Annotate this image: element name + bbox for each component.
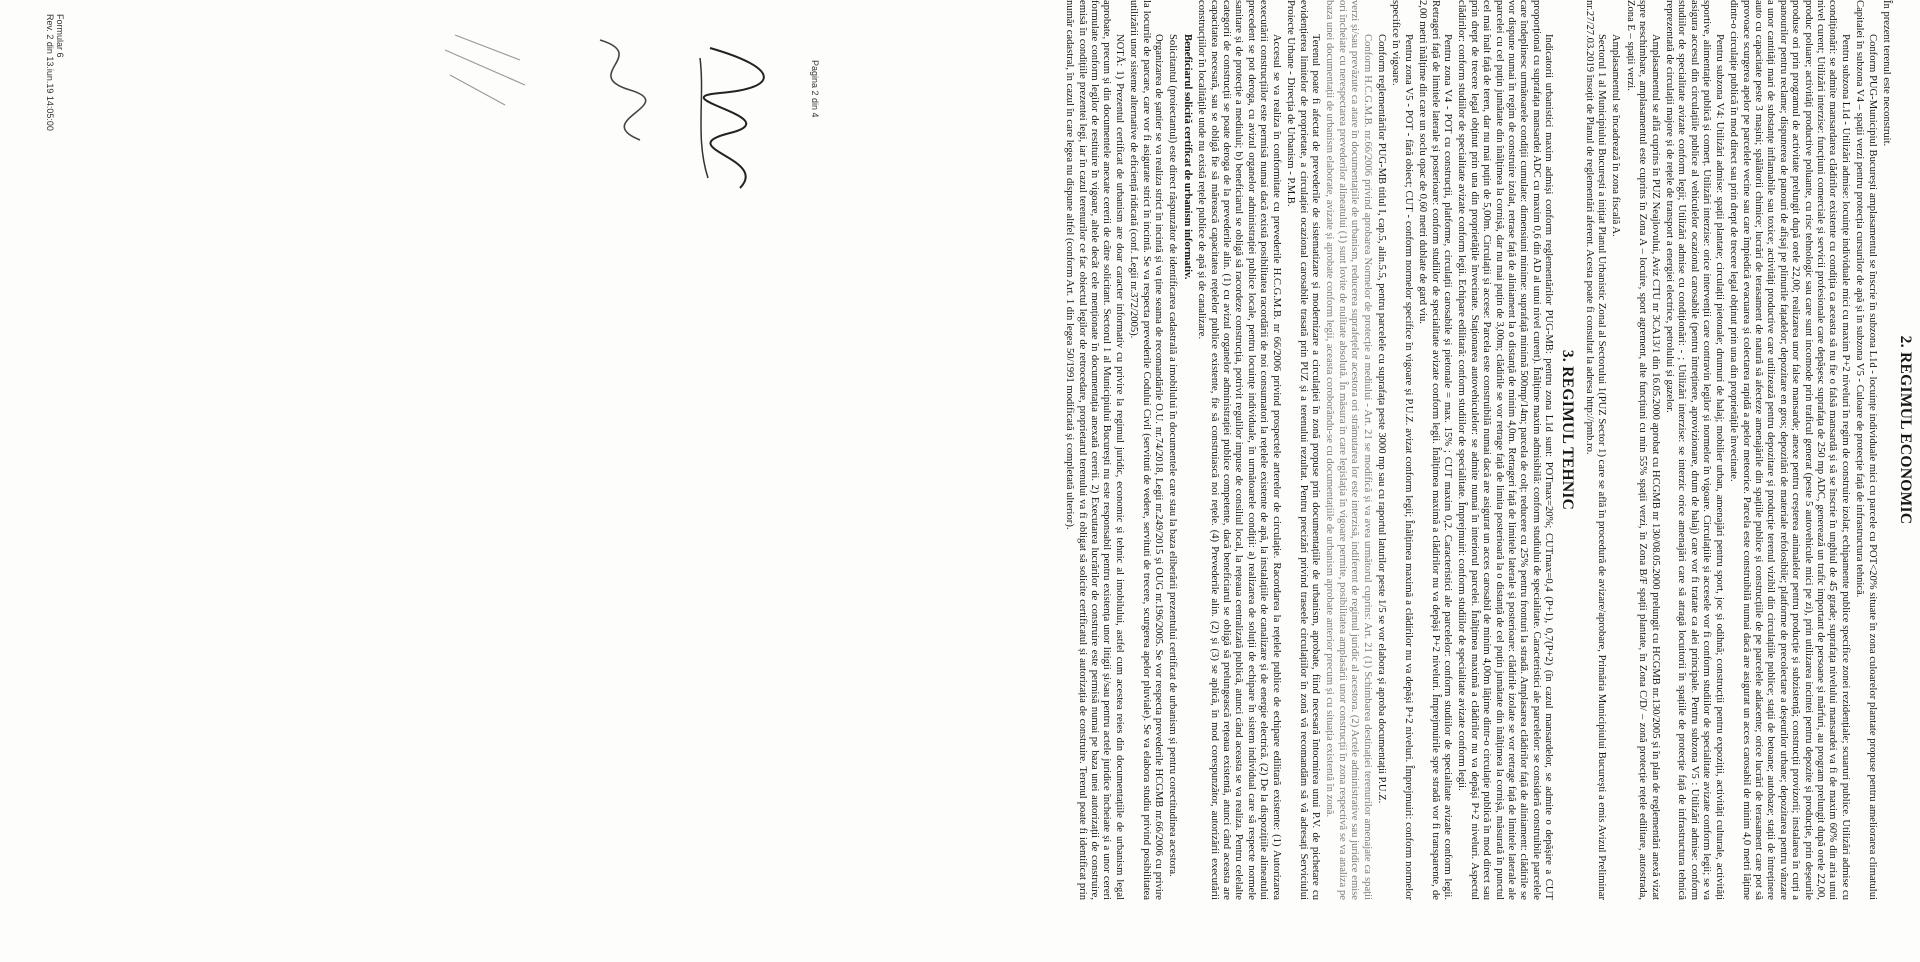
- page-number-wrap: [810, 60, 820, 118]
- section-3-title: 3. REGIMUL TEHNIC: [1559, 349, 1577, 511]
- handwritten-signature-icon: [680, 38, 800, 198]
- note-paragraph: NOTĂ: 1) Prezentul certificat de urbanism are doar caracter informativ cu privire la regimul juridic, economic și tehnic al imobilului, astfel cum acestea reies din documentațiile de urbanism legal aprobate, precum și din documentele anexate cererii de către solicitant. Sectorul 1 al Municipiului București nu este responsabil pentru existența unor litigii și/sau pentru actele juridice încheiate și a unor cereri formulate conform legilor de restituire în vigoare, altele decât cele menționate în documentația anexată cererii. 2) Executarea lucrărilor de construire este permisă numai pe baza unei autorizații de construire, emisă în condițiile prezentei legi, iar în cazul terenurilor ce fac obiectul legilor de retrocedare, proprietarul terenului va fi obligat să solicite certificatul și autorizația de construire. Terenul poate fi identificat prin număr cadastral, în cazul în care legea nu dispune altfel (conform Art. 1 din legea 50/1991 modificată și completată ulterior).: [1064, 0, 1125, 900]
- paragraph: Indicatorii urbanistici maxim admiși conform reglementărilor PUG-MB: pentru zona L1d sunt: POTmax=20%; CUTmax=0,4 (P+1), 0,7(P+2) (în cazul mansardelor, se admite o depășire a CUT proporțional cu suprafața mansardei ADC cu maxim 0,6 din AD al unui nivel curent). Înălțime maxim admisibilă: conform studiului de specialitate. Caracteristici ale parcelelor: se consideră construibile parcelele care îndeplinesc următoarele condiții cumulate: dimensiuni minime: suprafață minimă 500mp/14m; parcela de colț: reducere cu 25% pentru fronturi la stradă. Amplasarea clădirilor față de aliniament: clădirile se vor dispune numai în regim de construire izolat, retrase față de aliniament la o distanță de minim 4,0m. Retrageri față de limitele laterale și posterioare: clădirile izolate se vor retrage față de limitele laterale ale parcelei cu cel puțin jumătate din înălțimea la cornișă, dar nu mai puțin de 3,00m; clădirile se vor retrage față de limita posterioară la o distanță de cel puțin jumătate din înălțimea la cornișă, măsurată în punctul cel mai înalt față de teren, dar nu mai puțin de 5,00m. Circulații și accese: Parcela este construibilă numai dacă are asigurat un acces carosabil de minim 4,00m lățime dintr-o circulație publică în mod direct sau prin drept de trecere legal obținut prin una din proprietățile învecinate. Staționarea autovehiculelor: se admite numai în interiorul parcelei. Înălțimea maximă a clădirilor nu va depăși P+2 niveluri. Aspectul clădirilor: conform studiilor de specialitate avizate conform legii. Echipare edilitară: conform studiilor de specialitate. Împrejmuiri: conform studiilor de specialitate avizate conform legii.: [1456, 0, 1555, 900]
- paragraph: Conform H.C.G.M.B. nr.66/2006 privind aprobarea Normelor de protecție a mediului - Art. 21 se modifică și va avea următorul cuprins: Art. 21 (1) Schimbarea destinației terenurilor amenajate ca spații verzi și/sau prevăzute ca atare în documentațiile de urbanism, reducerea suprafețelor acestora ori strămutarea lor este interzisă, indiferent de regimul juridic al acestora. (2) Actele administrative sau juridice emise ori încheiate cu nerespectarea prevederilor alineatului (1) sunt lovite de nulitate absolută. În măsura în care legislația în vigoare permite, posibilitatea amplasării unor construcții în zona respectivă se va analiza pe baza unei documentații de urbanism elaborate, avizate și aprobate conform legii, aceasta coroborându-se cu documentațiile de urbanism aprobate anterior precum și cu situația existentă în zonă.: [1324, 0, 1373, 900]
- page-number: Pagina 2 din 4: [810, 60, 820, 118]
- paragraph: Sectorul 1 al Municipiului București a inițiat Planul Urbanistic Zonal al Sectorului 1(PUZ Sector 1) care se află în procedură de avizare/aprobare, Primăria Municipiului București a emis Avizul Preliminar nr.27/27.03.2019 însoțit de Planul de reglementări aferent. Acesta poate fi consultat la adresa http://pmb.ro.: [1583, 0, 1608, 900]
- paragraph: Solicitantul (proiectantul) este direct răspunzător de identificarea cadastrală a imobilului în documentele care stau la baza eliberării prezentului certificat de urbanism și pentru corectitudinea acestora.: [1167, 34, 1179, 877]
- paragraph: Amplasamentul se află cuprins în PUZ Neajlovului, Aviz CTU nr 3CA13/1 din 16.05.2000 aprobat cu HCGMB nr 130/08.05.2000 prelungit cu HCGMB nr.130/2005 și în plan de reglementări anexă vizat spre neschimbare, amplasamentul este cuprins în Zona A – locuire, sport agrement, alte funcțiuni cu min 55% spații verzi, în Zona B/F spații plantate, în Zona C/D/ – zonă protecție rețele edilitare, autostrada, Zona E – spații verzi.: [1624, 0, 1661, 900]
- paragraph: Pentru zona V5 - POT - fără obiect; CUT - conform normelor specifice în vigoare și P.U.Z. avizat conform legii; Înălțimea maximă a clădirilor nu va depăși P+2 niveluri. Împrejmuiri: conform normelor specifice în vigoare.: [1390, 0, 1414, 900]
- footer-form: Formular 6: [55, 14, 65, 58]
- section-regim-tehnic: [1127, 0, 1576, 922]
- second-signature-icon: [570, 30, 660, 150]
- paragraph: Pentru subzona L1d - Utilizări admise: locuințe individuale mici cu maxim P+2 niveluri în regim de construire izolat; echipamente publice specifice zonei rezidențiale; scuaruri publice. Utilizări admise cu condiționări: se admite mansardarea clădirilor existente cu condiția ca aceasta să nu fie o falsă mansardă și să se înscrie în unghiul de 45 grade; suprafața nivelului mansardei va fi de maxim 60% din aria unui nivel curent; Utilizări interzise: funcțiuni comerciale și servicii profesionale care depășesc suprafața de 250 mp ADC, generează un trafic important de persoane și mărfuri, au program prelungit după orele 22,00, produc poluare; activități productive poluante, cu risc tehnologic sau care sunt incomode prin traficul generat (peste 5 autovehicule mici pe zi), prin utilizarea incintei pentru depozite și producție, prin deșeurile produse ori prin programul de activitate prelungit după orele 22,00; realizarea unor false mansarde; anexe pentru creșterea animalelor pentru producție și subzistență; construcții provizorii; instalarea în curți a panourilor pentru reclame; dispunerea de panouri de afișaj pe plinurile fațadelor; depozitare en gros; depozitări de materiale refolosibile; platforme de precolectare a deșeurilor urbane; depozitarea pentru vânzare a unor cantități mari de substanțe inflamabile sau toxice; activități productive care utilizează pentru depozitare și producție terenul vizibil din circulațiile publice; stații de betoane; autobaze; stații de întreținere auto cu capacitate peste 3 mașini; spălătorii chimice; lucrări de terasament de natură să afecteze amenajările din spațiile publice și construcțiile de pe parcelele adiacente; orice lucrări de terasament care pot să provoace scurgerea apelor pe parcelele vecine sau care împiedică evacuarea și colectarea rapidă a apelor meteorice. Parcela este construibilă numai dacă are asigurat un acces carosabil de minim 4,0 metri lățime dintr-o circulație publică în mod direct sau prin drept de trecere legal obținut prin una din proprietățile învecinate.: [1728, 0, 1851, 900]
- paragraph: Conform PUG-Municipiul București amplasamentul se înscrie în subzona L1d - locuințe individuale mici cu parcele cu POT<20% situate în zona culoarelor plantate propuse pentru ameliorarea climatului Capitalei în subzona V4 – spații verzi pentru protecția cursurilor de apă și în subzona V5 - Culoare de protecție față de infrastructura tehnică.: [1854, 0, 1878, 900]
- footer-form-info: [45, 14, 65, 131]
- paragraph: Pentru subzona V4: Utilizări admise: spații plantate; circulații pietonale; drumuri de halaj; mobilier urban, amenajări pentru sport, joc și odihnă; construcții pentru expoziții, activități culturale, activități sportive, alimentație publică și comerț. Utilizări interzise: orice intervenții care contravin legilor și normelor în vigoare. Circulațiile și accesele vor fi conform studiilor de specialitate avizate conform legii; se va asigura accesul din circulațiile publice al vehiculelor ocazional carosabile (pentru întreținere, aprovizionare, drum de halaj) care vor fi tratate ca alei principale. Pentru subzona V5 : Utilizări admise: conform studiilor de specialitate avizate conform legii; Utilizări admise cu condiționări: - ; Utilizări interzise: se interzic orice amenajări care să atragă locuitorii în spațiile de protecție față de infrastructura tehnică reprezentată de circulații majore și de rețele de transport a energiei electrice, petrolului și gazelor.: [1664, 0, 1725, 900]
- paragraph: Terenul poate fi afectat de prevederile de sistematizare și modernizare a circulației în zonă propuse prin documentațiile de urbanism, aprobate, fiind necesară întocmirea unui P.V. de pichetare cu evidențierea limitelor de proprietate, a circulației ocazional carosabile trasată prin PUZ și a terenului rezultat. Pentru precizări privind traseele circulațiilor în zonă vă recomandăm să vă adresați Serviciului Proiecte Urbane - Direcția de Urbanism - P.M.B.: [1285, 0, 1321, 900]
- paragraph: Organizarea de șantier se va realiza strict în incintă și va ține seama de recomandările O.U. nr.74/2018, Legii nr.249/2015 și OUG nr.196/2005. Se vor respecta prevederile HCGMB nr.66/2006 cu privire la locurile de parcare, care vor fi asigurate strict în incintă. Se va respecta prevederile Codului Civil (servituti de vedere, servituti de trecere, scurgerea apelor pluviale). Se va elabora studiu privind posibilitatea utilizării unor sisteme alternative de eficiență ridicată (conf. Legii nr.372/2005).: [1128, 0, 1165, 900]
- paragraph: Pentru zona V4 - POT cu construcții, platforme, circulații carosabile și pietonale = max. 15% ; CUT maxim 0,2. Caracteristici ale parcelelor: conform studiilor de specialitate avizate conform legii. Retrageri față de limitele laterale și posterioare: conform studiilor de specialitate avizate conform legii. Înălțimea maximă a clădirilor nu va depăși P+2 niveluri. Împrejmuirile spre stradă vor fi transparente, de 2,00 metri înălțime din care un soclu opac de 0,60 metri dublate de gard viu.: [1417, 0, 1453, 900]
- paragraph: Accesul se va realiza în conformitate cu prevederile H.C.G.M.B. nr 66/2006 privind prospectele arterelor de circulație. Racordarea la rețelele publice de echipare edilitară existente: (1) Autorizarea executării construcțiilor este permisă numai dacă există posibilitatea racordării de noi consumatori la rețelele existente de apă, la instalațiile de canalizare și de energie electrică. (2) De la dispozițiile alineatului precedent se pot deroga, cu avizul organelor administrației publice locale, pentru locuințe individuale, în următoarele condiții: a) realizarea de soluții de echipare în sistem individual care să respecte normele sanitare și de protecție a mediului; b) beneficiarul se obligă să racordeze construcția, potrivit regulilor impuse de consiliul local, la rețeaua centralizată publică, atunci când aceasta se va realiza. Pentru celelalte categorii de construcții se poate deroga de la prevederile alin. (1) cu avizul organelor administrației publice competente, dacă beneficiarul se obligă să prelungească rețeaua existentă, atunci când aceasta are capacitatea necesară, sau se obligă fie să mărească capacitatea rețelelor publice existente, fie să construiască noi rețele. (4) Prevederile alin. (2) și (3) se aplică, în mod corespunzător, autorizării executării construcțiilor în localitățile unde nu există rețele publice de apă și de canalizare.: [1196, 0, 1282, 900]
- paragraph: Amplasamentul se încadrează în zona fiscală A.: [1610, 34, 1622, 237]
- paragraph: Conform reglementărilor PUG-MB titlul I, cap.5, alin.5.5, pentru parcelele cu suprafața peste 3000 mp sau cu raportul laturilor peste 1/5 se vor elabora și aproba documentații P.U.Z.: [1375, 34, 1387, 804]
- paragraph: În prezent terenul este neconstruit.: [1881, 0, 1892, 147]
- section-2-title: 2. REGIMUL ECONOMIC: [1897, 335, 1914, 525]
- footer-code: Rev. 2 din 13.iun.19 14:05:00: [45, 14, 55, 131]
- section-regim-economic: [1582, 0, 1914, 922]
- paragraph: Beneficiarul solicită certificat de urbanism informativ.: [1181, 34, 1193, 280]
- stamp-mark-icon: [430, 20, 540, 130]
